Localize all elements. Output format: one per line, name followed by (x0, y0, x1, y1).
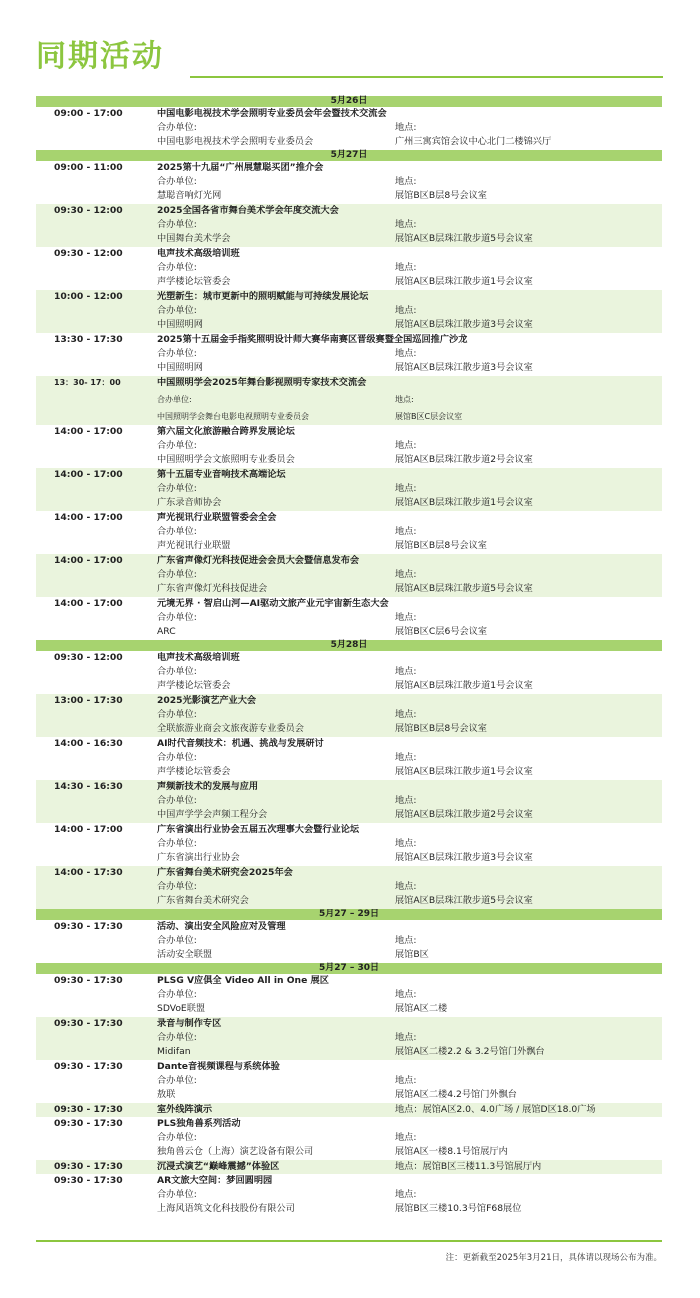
event-time: 14:00 - 17:30 (54, 867, 123, 878)
co-organizer-label: 合办单位: (157, 795, 197, 806)
event-name: 声光视讯行业联盟管委会全会 (157, 512, 277, 523)
event-time: 09:00 - 17:00 (54, 108, 123, 119)
location-label: 地点: (395, 526, 417, 537)
co-organizer: 声学楼论坛管委会 (157, 276, 231, 287)
event-name: 声频新技术的发展与应用 (157, 781, 259, 792)
event-row (36, 1103, 662, 1117)
event-time: 14:00 - 17:00 (54, 512, 123, 523)
co-organizer: Midifan (157, 1046, 191, 1057)
event-name: 电声技术高级培训班 (157, 248, 240, 259)
co-organizer: 中国电影电视技术学会照明专业委员会 (157, 136, 314, 147)
co-organizer-label: 合办单位: (157, 752, 197, 763)
event-time: 10:00 - 12:00 (54, 291, 123, 302)
event-row (36, 1017, 662, 1060)
event-row (36, 1060, 662, 1103)
event-name: 室外线阵演示 (157, 1104, 213, 1115)
co-organizer-label: 合办单位: (157, 709, 197, 720)
event-name: 2025全国各省市舞台美术学会年度交流大会 (157, 205, 339, 216)
event-time: 09:30 - 17:30 (54, 1104, 123, 1115)
co-organizer-label: 合办单位: (157, 483, 197, 494)
event-location: 展馆A区B层珠江散步道3号会议室 (395, 362, 533, 373)
event-time: 14:00 - 16:30 (54, 738, 123, 749)
event-location: 展馆A区B层珠江散步道5号会议室 (395, 233, 533, 244)
co-organizer: 中国照明网 (157, 319, 203, 330)
co-organizer: 广东录音师协会 (157, 497, 222, 508)
event-row (36, 1160, 662, 1174)
event-row (36, 554, 662, 597)
location-label: 地点: (395, 440, 417, 451)
footnote: 注：更新截至2025年3月21日，具体请以现场公布为准。 (445, 1253, 662, 1263)
event-name: Dante音视频课程与系统体验 (157, 1061, 280, 1072)
location-label: 地点: (395, 176, 417, 187)
event-name: 电声技术高级培训班 (157, 652, 240, 663)
location-label: 地点: (395, 935, 417, 946)
title-divider (190, 76, 663, 78)
event-row (36, 694, 662, 737)
location-label: 地点: (395, 395, 414, 404)
event-location: 展馆A区一楼8.1号馆展厅内 (395, 1146, 508, 1157)
co-organizer: 活动安全联盟 (157, 949, 213, 960)
event-location: 广州三寓宾馆会议中心北门二楼锦兴厅 (395, 136, 552, 147)
event-row (36, 866, 662, 909)
location-label: 地点: (395, 989, 417, 1000)
event-row (36, 107, 662, 150)
location-label: 地点: (395, 483, 417, 494)
event-time: 09:30 - 12:00 (54, 205, 123, 216)
co-organizer-label: 合办单位: (157, 569, 197, 580)
event-name: 沉浸式演艺“巅峰震撼”体验区 (157, 1161, 280, 1172)
day-header: 5月28日 (36, 640, 662, 651)
event-location: 展馆A区B层珠江散步道5号会议室 (395, 895, 533, 906)
event-location: 展馆B区C层会议室 (395, 412, 463, 421)
event-row (36, 376, 662, 425)
event-time: 13：30- 17：00 (54, 378, 121, 387)
event-name: PLS独角兽系列活动 (157, 1118, 241, 1129)
event-time: 09:30 - 17:30 (54, 975, 123, 986)
bottom-divider (36, 1240, 662, 1242)
co-organizer-label: 合办单位: (157, 612, 197, 623)
event-name: AR文旅大空间：梦回圆明园 (157, 1175, 273, 1186)
event-time: 14:00 - 17:00 (54, 598, 123, 609)
co-organizer: 全联旅游业商会文旅夜游专业委员会 (157, 723, 304, 734)
co-organizer-label: 合办单位: (157, 122, 197, 133)
co-organizer-label: 合办单位: (157, 1032, 197, 1043)
co-organizer-label: 合办单位: (157, 219, 197, 230)
co-organizer-label: 合办单位: (157, 305, 197, 316)
co-organizer-label: 合办单位: (157, 395, 192, 404)
day-header: 5月26日 (36, 96, 662, 107)
co-organizer: 上海风语筑文化科技股份有限公司 (157, 1203, 295, 1214)
location-label: 地点: (395, 348, 417, 359)
event-name: 广东省演出行业协会五届五次理事大会暨行业论坛 (157, 824, 360, 835)
co-organizer-label: 合办单位: (157, 881, 197, 892)
event-row (36, 597, 662, 640)
location-label: 地点: (395, 1075, 417, 1086)
event-row (36, 780, 662, 823)
event-row (36, 290, 662, 333)
event-name: 元境无界 · 智启山河—AI驱动文旅产业元宇宙新生态大会 (157, 598, 389, 609)
event-location: 展馆A区B层珠江散步道1号会议室 (395, 680, 533, 691)
event-row (36, 204, 662, 247)
event-row (36, 511, 662, 554)
location-label: 地点: (395, 122, 417, 133)
co-organizer-label: 合办单位: (157, 176, 197, 187)
event-time: 13:00 - 17:30 (54, 695, 123, 706)
event-location: 展馆A区二楼 (395, 1003, 448, 1014)
location-label: 地点: (395, 838, 417, 849)
co-organizer: 声学楼论坛管委会 (157, 680, 231, 691)
co-organizer-label: 合办单位: (157, 989, 197, 1000)
event-location: 展馆B区B层8号会议室 (395, 190, 487, 201)
co-organizer: 广东省舞台美术研究会 (157, 895, 249, 906)
event-name: 2025第十九届“广州展慧聪买团”推介会 (157, 162, 324, 173)
event-location-inline: 地点：展馆A区2.0、4.0广场 / 展馆D区18.0广场 (395, 1104, 596, 1115)
event-name: 中国照明学会2025年舞台影视照明专家技术交流会 (157, 377, 367, 388)
event-name: 第十五届专业音响技术高端论坛 (157, 469, 286, 480)
page-title: 同期活动 (36, 39, 164, 74)
event-time: 09:30 - 17:30 (54, 1061, 123, 1072)
event-location: 展馆A区B层珠江散步道2号会议室 (395, 454, 533, 465)
event-location: 展馆B区C层6号会议室 (395, 626, 488, 637)
event-location: 展馆A区二楼4.2号馆门外飘台 (395, 1089, 517, 1100)
location-label: 地点: (395, 305, 417, 316)
co-organizer-label: 合办单位: (157, 838, 197, 849)
location-label: 地点: (395, 1032, 417, 1043)
event-row (36, 333, 662, 376)
co-organizer-label: 合办单位: (157, 348, 197, 359)
co-organizer: 广东省声像灯光科技促进会 (157, 583, 268, 594)
event-name: 活动、演出安全风险应对及管理 (157, 921, 286, 932)
co-organizer: 中国舞台美术学会 (157, 233, 231, 244)
event-location: 展馆A区B层珠江散步道5号会议室 (395, 583, 533, 594)
event-location: 展馆B区B层8号会议室 (395, 540, 487, 551)
co-organizer-label: 合办单位: (157, 440, 197, 451)
event-name: 2025光影演艺产业大会 (157, 695, 257, 706)
day-header: 5月27日 (36, 150, 662, 161)
location-label: 地点: (395, 612, 417, 623)
event-row (36, 1174, 662, 1217)
location-label: 地点: (395, 752, 417, 763)
event-name: 录音与制作专区 (157, 1018, 222, 1029)
co-organizer: 中国照明学会舞台电影电视照明专业委员会 (157, 412, 309, 421)
event-location: 展馆A区B层珠江散步道1号会议室 (395, 766, 533, 777)
co-organizer: 中国照明网 (157, 362, 203, 373)
event-location-inline: 地点：展馆B区三楼11.3号馆展厅内 (395, 1161, 542, 1172)
day-header: 5月27 – 30日 (36, 963, 662, 974)
event-name: 2025第十五届金手指奖照明设计师大赛华南赛区晋级赛暨全国巡回推广沙龙 (157, 334, 468, 345)
event-location: 展馆A区B层珠江散步道3号会议室 (395, 852, 533, 863)
location-label: 地点: (395, 709, 417, 720)
event-name: 光塑新生：城市更新中的照明赋能与可持续发展论坛 (157, 291, 369, 302)
location-label: 地点: (395, 1189, 417, 1200)
co-organizer-label: 合办单位: (157, 666, 197, 677)
co-organizer-label: 合办单位: (157, 1189, 197, 1200)
location-label: 地点: (395, 1132, 417, 1143)
co-organizer-label: 合办单位: (157, 1075, 197, 1086)
event-time: 09:00 - 11:00 (54, 162, 123, 173)
day-header: 5月27 – 29日 (36, 909, 662, 920)
location-label: 地点: (395, 881, 417, 892)
event-location: 展馆A区二楼2.2 & 3.2号馆门外飘台 (395, 1046, 545, 1057)
event-location: 展馆A区B层珠江散步道2号会议室 (395, 809, 533, 820)
event-time: 14:00 - 17:00 (54, 469, 123, 480)
event-location: 展馆A区B层珠江散步道1号会议室 (395, 276, 533, 287)
event-time: 09:30 - 17:30 (54, 1118, 123, 1129)
co-organizer-label: 合办单位: (157, 262, 197, 273)
event-time: 13:30 - 17:30 (54, 334, 123, 345)
event-location: 展馆B区三楼10.3号馆F68展位 (395, 1203, 522, 1214)
co-organizer: ARC (157, 626, 176, 637)
co-organizer-label: 合办单位: (157, 526, 197, 537)
location-label: 地点: (395, 219, 417, 230)
event-row (36, 920, 662, 963)
co-organizer: SDVoE联盟 (157, 1003, 206, 1014)
location-label: 地点: (395, 795, 417, 806)
event-name: 广东省声像灯光科技促进会会员大会暨信息发布会 (157, 555, 360, 566)
event-name: 第六届文化旅游融合跨界发展论坛 (157, 426, 295, 437)
event-time: 14:00 - 17:00 (54, 426, 123, 437)
location-label: 地点: (395, 262, 417, 273)
location-label: 地点: (395, 569, 417, 580)
co-organizer: 慧聪音响灯光网 (157, 190, 222, 201)
co-organizer: 广东省演出行业协会 (157, 852, 240, 863)
event-time: 09:30 - 17:30 (54, 921, 123, 932)
event-location: 展馆B区B层8号会议室 (395, 723, 487, 734)
co-organizer: 声光视讯行业联盟 (157, 540, 231, 551)
event-time: 14:00 - 17:00 (54, 824, 123, 835)
event-time: 09:30 - 17:30 (54, 1161, 123, 1172)
co-organizer: 中国声学学会声频工程分会 (157, 809, 268, 820)
event-name: PLSG V应俱全 Video All in One 展区 (157, 975, 329, 986)
event-row (36, 651, 662, 694)
event-row (36, 247, 662, 290)
co-organizer-label: 合办单位: (157, 1132, 197, 1143)
event-location: 展馆A区B层珠江散步道1号会议室 (395, 497, 533, 508)
location-label: 地点: (395, 666, 417, 677)
event-row (36, 823, 662, 866)
event-row (36, 161, 662, 204)
co-organizer: 声学楼论坛管委会 (157, 766, 231, 777)
event-row (36, 1117, 662, 1160)
event-name: AI时代音频技术：机遇、挑战与发展研讨 (157, 738, 324, 749)
event-time: 09:30 - 12:00 (54, 652, 123, 663)
event-time: 14:30 - 16:30 (54, 781, 123, 792)
event-row (36, 425, 662, 468)
co-organizer-label: 合办单位: (157, 935, 197, 946)
co-organizer: 敖联 (157, 1089, 176, 1100)
event-location: 展馆B区 (395, 949, 429, 960)
co-organizer: 独角兽云仓（上海）演艺设备有限公司 (157, 1146, 314, 1157)
event-time: 14:00 - 17:00 (54, 555, 123, 566)
event-time: 09:30 - 12:00 (54, 248, 123, 259)
co-organizer: 中国照明学会文旅照明专业委员会 (157, 454, 295, 465)
event-location: 展馆A区B层珠江散步道3号会议室 (395, 319, 533, 330)
event-row (36, 974, 662, 1017)
schedule-table (36, 96, 662, 1217)
event-name: 中国电影电视技术学会照明专业委员会年会暨技术交流会 (157, 108, 387, 119)
event-name: 广东省舞台美术研究会2025年会 (157, 867, 293, 878)
event-time: 09:30 - 17:30 (54, 1175, 123, 1186)
event-row (36, 468, 662, 511)
event-time: 09:30 - 17:30 (54, 1018, 123, 1029)
event-row (36, 737, 662, 780)
